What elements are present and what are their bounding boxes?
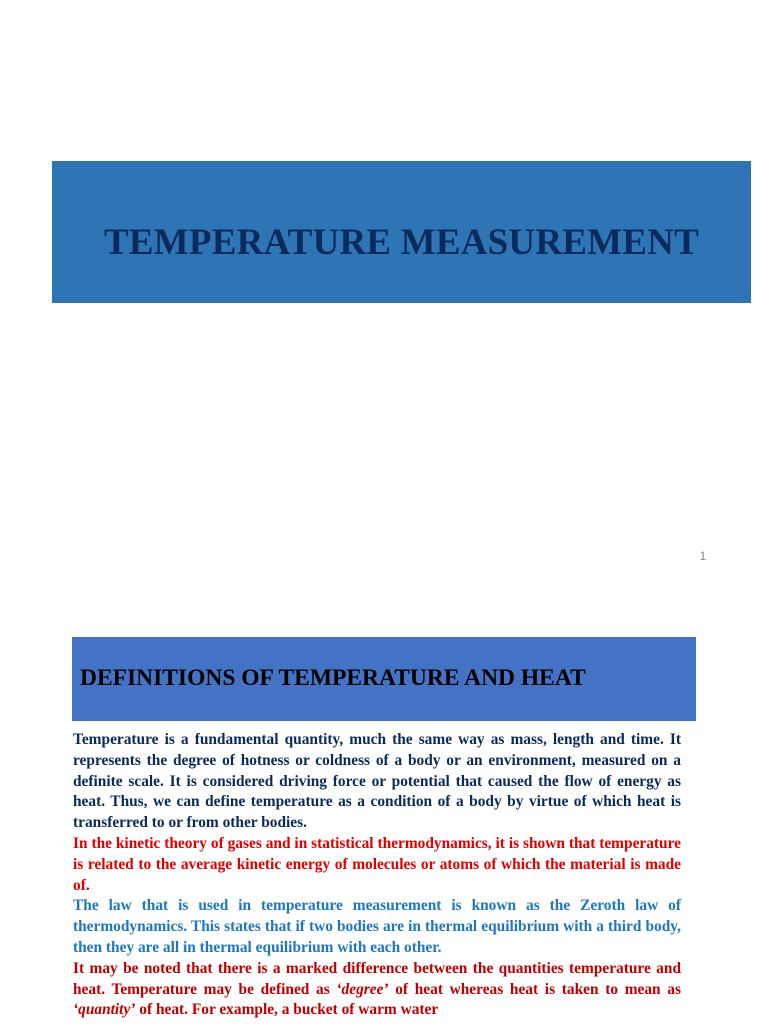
slide-title: TEMPERATURE MEASUREMENT <box>104 221 699 263</box>
term-quantity: ‘quantity’ <box>73 1001 136 1019</box>
paragraph-part-2: of heat whereas heat is taken to mean as <box>388 980 681 998</box>
slide-2 <box>0 637 768 1024</box>
term-degree: ‘degree’ <box>336 980 389 998</box>
title-banner <box>52 161 751 303</box>
paragraph-part-3: of heat. For example, a bucket of warm water <box>135 1001 439 1019</box>
paragraph-kinetic-theory: In the kinetic theory of gases and in statistical thermodynamics, it is shown that temperature is related to the average kinetic energy of molecules or atoms of which the material is made of. <box>73 834 681 894</box>
section-banner <box>72 637 696 721</box>
page-number: 1 <box>699 549 707 563</box>
section-heading: DEFINITIONS OF TEMPERATURE AND HEAT <box>80 665 586 691</box>
paragraph-zeroth-law: The law that is used in temperature measurement is known as the Zeroth law of thermodynamics. This states that if two bodies are in thermal equilibrium with a third body, then they are all in thermal equilibrium with each other. <box>73 897 681 956</box>
paragraph-temperature-vs-heat <box>73 959 681 1021</box>
paragraph-temperature-definition: Temperature is a fundamental quantity, much the same way as mass, length and time. It represents the degree of hotness or coldness of a body or an environment, measured on a definite scale. It is considered driving force or potential that caused the flow of energy as heat. Thus, we can define temperature as a condition of a body by virtue of which heat is transferred to or from other bodies. <box>73 731 681 832</box>
body-text <box>73 730 681 1021</box>
paragraph-part-1: It may be noted that there is a marked difference between the quantities temperature and heat. Temperature may be defined as <box>73 959 681 998</box>
